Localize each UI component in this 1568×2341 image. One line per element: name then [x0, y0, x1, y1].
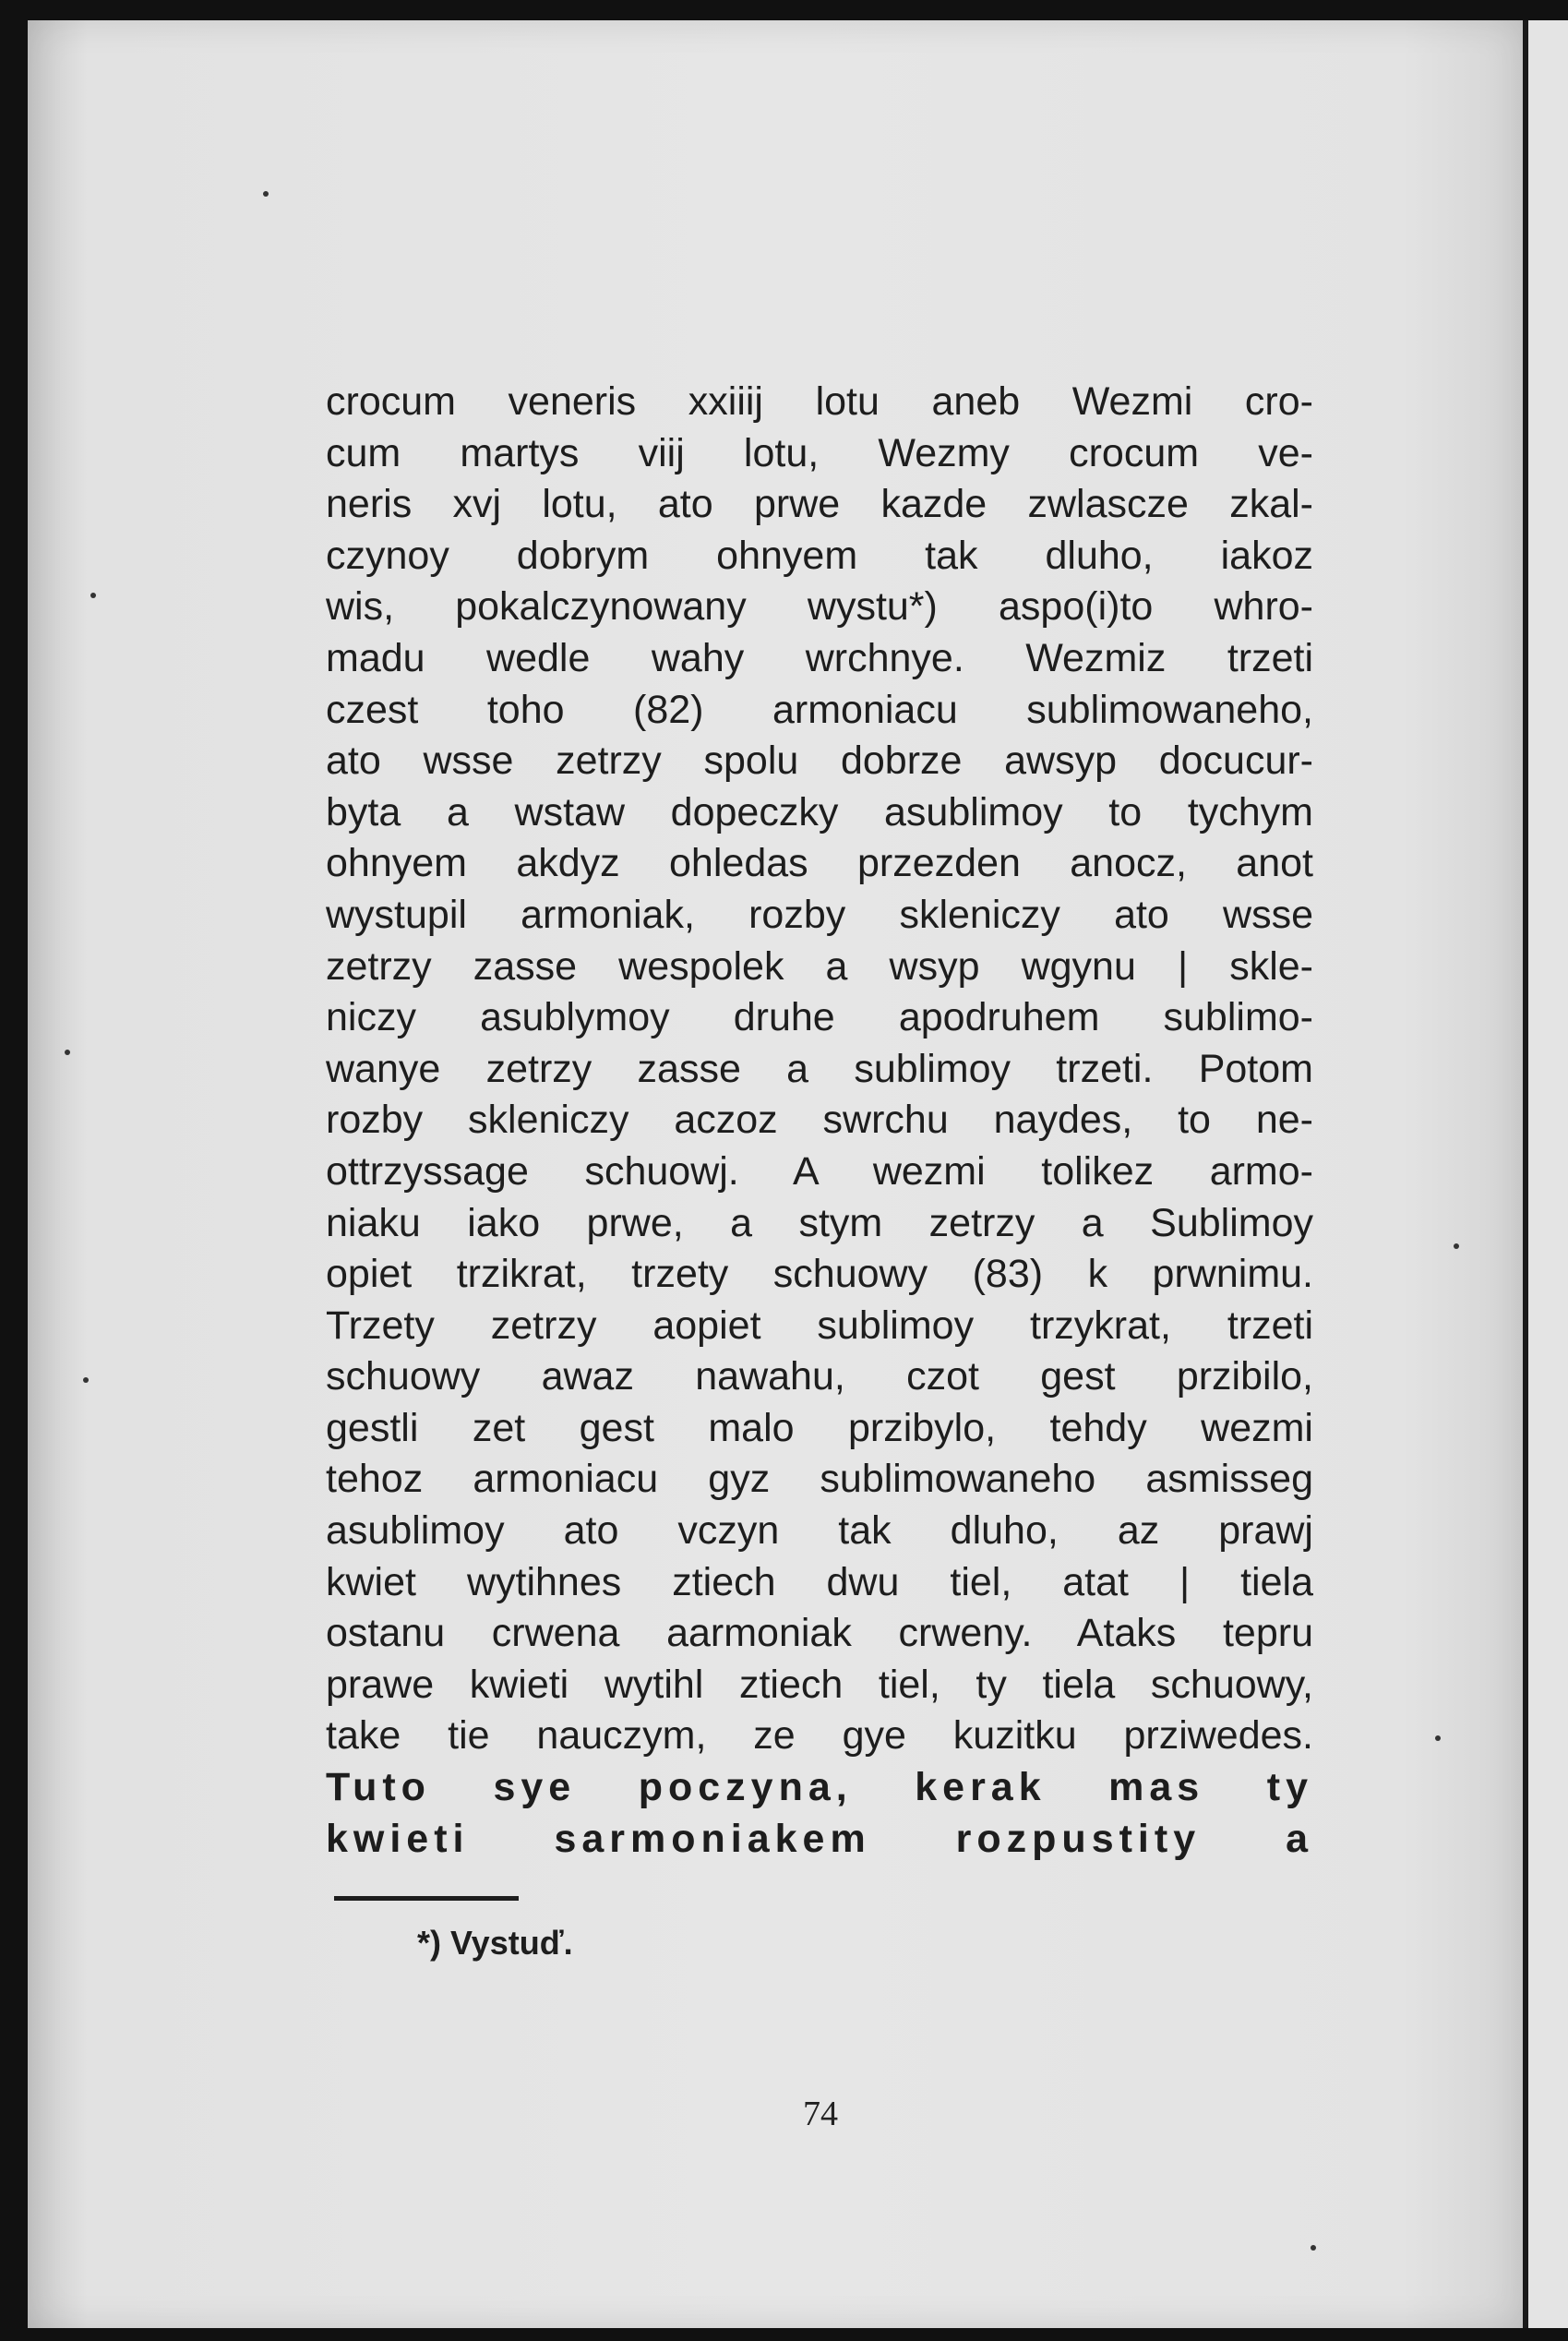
text-line: crocum veneris xxiiij lotu aneb Wezmi cro- — [326, 379, 1313, 424]
text-line: wystupil armoniak, rozby skleniczy ato wsse — [326, 892, 1313, 937]
dust-speck — [1454, 1243, 1459, 1249]
text-line: wis, pokalczynowany wystu*) aspo(i)to whro- — [326, 584, 1313, 630]
dust-speck — [65, 1050, 70, 1055]
text-line: niczy asublymoy druhe apodruhem sublimo- — [326, 995, 1313, 1040]
text-line: asublimoy ato vczyn tak dluho, az prawj — [326, 1508, 1313, 1554]
text-line: opiet trzikrat, trzety schuowy (83) k prwnimu. — [326, 1252, 1313, 1297]
text-line: madu wedle wahy wrchnye. Wezmiz trzeti — [326, 635, 1313, 680]
text-line: rozby skleniczy aczoz swrchu naydes, to ne- — [326, 1098, 1313, 1143]
text-line: take tie nauczym, ze gye kuzitku prziwedes. — [326, 1713, 1313, 1759]
text-line: prawe kwieti wytihl ztiech tiel, ty tiela schuowy, — [326, 1662, 1313, 1707]
dust-speck — [83, 1377, 89, 1383]
text-line: ohnyem akdyz ohledas przezden anocz, anot — [326, 841, 1313, 886]
text-line: ato wsse zetrzy spolu dobrze awsyp docucur- — [326, 738, 1313, 784]
text-line: kwiet wytihnes ztiech dwu tiel, atat | tiela — [326, 1559, 1313, 1604]
dust-speck — [1435, 1735, 1441, 1741]
page-number: 74 — [803, 2095, 838, 2133]
body-text — [326, 377, 1313, 1865]
text-line: byta a wstaw dopeczky asublimoy to tychym — [326, 789, 1313, 834]
text-line: ostanu crwena aarmoniak crweny. Ataks tepru — [326, 1611, 1313, 1656]
text-line: gestli zet gest malo przibylo, tehdy wezmi — [326, 1405, 1313, 1450]
dust-speck — [263, 191, 269, 197]
dust-speck — [90, 593, 96, 598]
text-line: niaku iako prwe, a stym zetrzy a Sublimoy — [326, 1200, 1313, 1245]
text-line: zetrzy zasse wespolek a wsyp wgynu | skle- — [326, 943, 1313, 989]
text-line: czest toho (82) armoniacu sublimowaneho, — [326, 687, 1313, 732]
text-line: czynoy dobrym ohnyem tak dluho, iakoz — [326, 533, 1313, 578]
text-line: wanye zetrzy zasse a sublimoy trzeti. Potom — [326, 1046, 1313, 1091]
dust-speck — [1311, 2245, 1316, 2251]
adjacent-page-edge — [1523, 20, 1568, 2328]
spaced-heading-line: Tuto sye poczyna, kerak mas ty — [326, 1765, 1313, 1810]
text-line: cum martys viij lotu, Wezmy crocum ve- — [326, 430, 1313, 475]
text-line: Trzety zetrzy aopiet sublimoy trzykrat, trzeti — [326, 1303, 1313, 1348]
text-line: ottrzyssage schuowj. A wezmi tolikez armo- — [326, 1148, 1313, 1194]
footnote-divider — [334, 1896, 519, 1901]
spaced-heading-line: kwieti sarmoniakem rozpustity a — [326, 1816, 1313, 1861]
footnote: *) Vystuď. — [417, 1924, 573, 1962]
text-line: neris xvj lotu, ato prwe kazde zwlascze zkal- — [326, 482, 1313, 527]
text-line: tehoz armoniacu gyz sublimowaneho asmisseg — [326, 1457, 1313, 1502]
text-line: schuowy awaz nawahu, czot gest przibilo, — [326, 1354, 1313, 1399]
